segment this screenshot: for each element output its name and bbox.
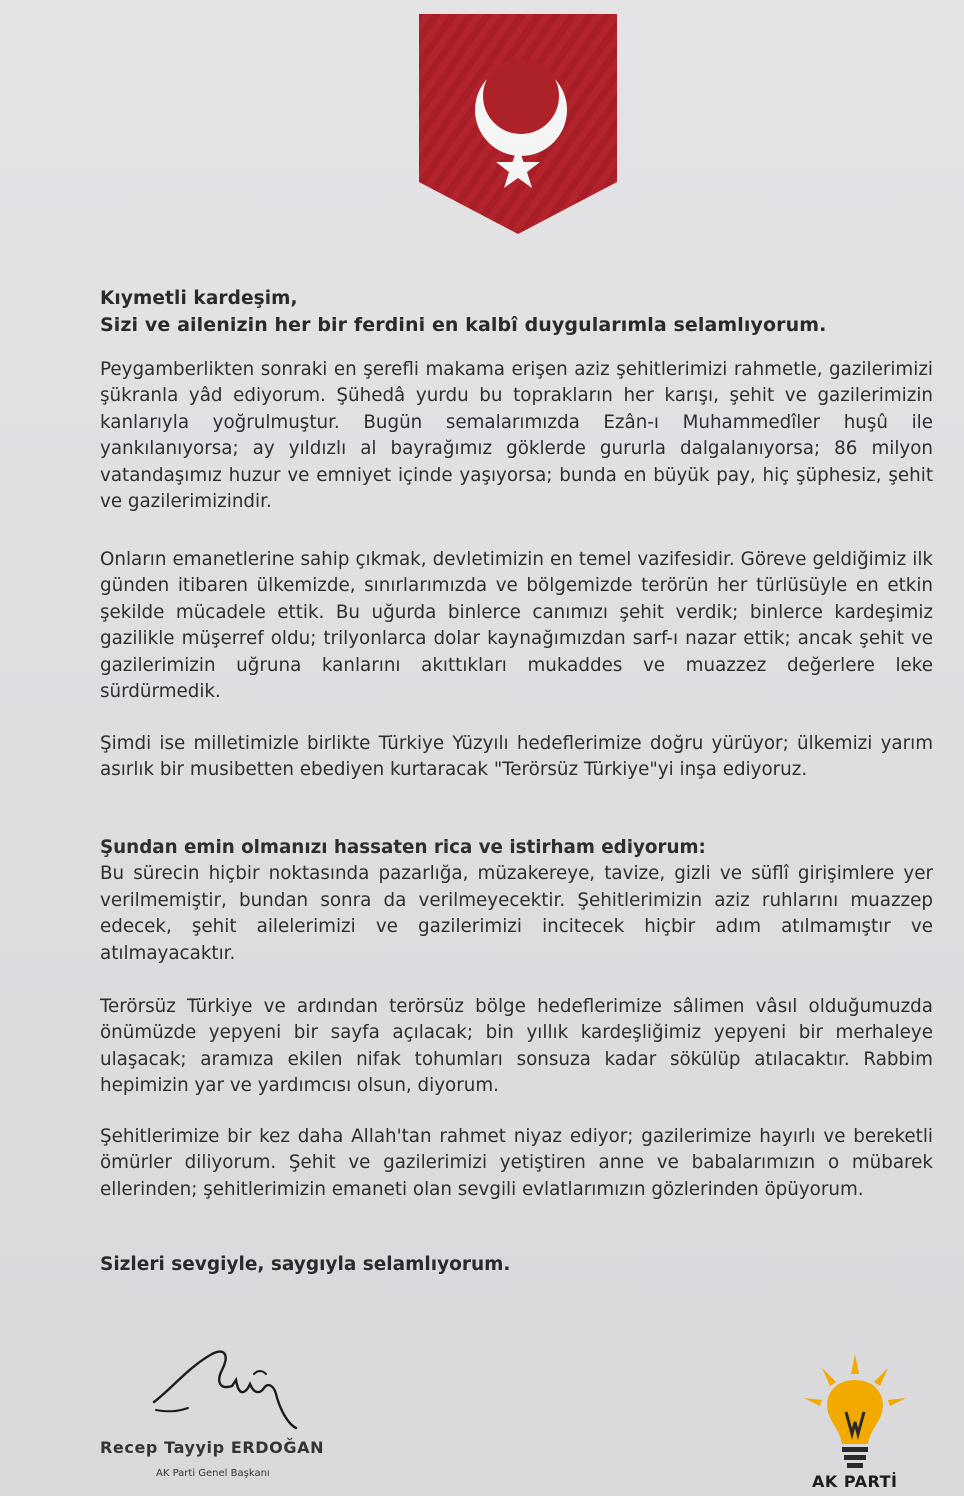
ak-parti-lightbulb-icon	[800, 1352, 910, 1472]
paragraph-4	[100, 835, 933, 967]
salutation: Kıymetli kardeşim,	[100, 288, 298, 309]
paragraph-4-lead: Şundan emin olmanızı hassaten rica ve istirham ediyorum:	[100, 837, 706, 858]
greeting-line: Sizi ve ailenizin her bir ferdini en kalbî duygularımla selamlıyorum.	[100, 314, 827, 336]
closing-line: Sizleri sevgiyle, saygıyla selamlıyorum.	[100, 1254, 511, 1275]
signer-title: AK Parti Genel Başkanı	[156, 1468, 270, 1479]
paragraph-3: Şimdi ise milletimizle birlikte Türkiye Yüzyılı hedeflerimize doğru yürüyor; ülkemizi yarım asırlık bir musibetten ebediyen kurtaracak "Terörsüz Türkiye"yi inşa ediyoruz.	[100, 733, 933, 781]
paragraph-4-body: Bu sürecin hiçbir noktasında pazarlığa, müzakereye, tavize, gizli ve süflî girişimlere yer verilmemiştir, bundan sonra da verilmeyecektir. Şehitlerimizin aziz ruhlarını muazzep edecek, şehit ailelerimizi ve gazilerimizi incitecek hiçbir adım atılmamıştır ve atılmayacaktır.	[100, 863, 933, 964]
signature-icon	[150, 1340, 310, 1432]
greeting	[100, 285, 934, 339]
paragraph-6: Şehitlerimize bir kez daha Allah'tan rahmet niyaz ediyor; gazilerimize hayırlı ve bereketli ömürler diliyorum. Şehit ve gazilerimizi yetiştiren anne ve babalarımızın o mübarek ellerinden; şehitlerimizin emaneti olan sevgili evlatlarımızın gözlerinden öpüyorum.	[100, 1126, 933, 1200]
signer-name: Recep Tayyip ERDOĞAN	[100, 1438, 325, 1457]
turkish-flag-shield-icon	[417, 12, 619, 236]
paragraph-1: Peygamberlikten sonraki en şerefli makama erişen aziz şehitlerimizi rahmetle, gazilerimizi şükranla yâd ediyorum. Şühedâ yurdu bu toprakların her karışı, şehit ve gazilerimizin kanlarıyla yoğrulmuştur. Bugün semalarımızda Ezân-ı Muhammedîler huşû ile yankılanıyorsa; ay yıldızlı al bayrağımız göklerde gururla dalgalanıyorsa; 86 milyon vatandaşımız huzur ve emniyet içinde yaşıyorsa; bunda en büyük pay, hiç şüphesiz, şehit ve gazilerimizindir.	[100, 359, 933, 513]
paragraph-2: Onların emanetlerine sahip çıkmak, devletimizin en temel vazifesidir. Göreve geldiğimiz ilk günden itibaren ülkemizde, sınırlarımızda ve bölgemizde terörün her türlüsüyle en etkin şekilde mücadele ettik. Bu uğurda binlerce canımızı şehit verdik; binlerce kardeşimiz gazilikle müşerref oldu; trilyonlarca dolar kaynağımızdan sarf-ı nazar ettik; ancak şehit ve gazilerimizin uğruna kanlarını akıttıkları mukaddes ve muazzez değerlere leke sürdürmedik.	[100, 549, 933, 703]
party-logo-label: AK PARTİ	[812, 1472, 898, 1491]
paragraph-5: Terörsüz Türkiye ve ardından terörsüz bölge hedeflerimize sâlimen vâsıl olduğumuzda önümüzde yepyeni bir sayfa açılacak; bin yıllık kardeşliğimiz yepyeni bir merhaleye ulaşacak; aramıza ekilen nifak tohumları sonsuza kadar sökülüp atılacaktır. Rabbim hepimizin yar ve yardımcısı olsun, diyorum.	[100, 996, 933, 1097]
